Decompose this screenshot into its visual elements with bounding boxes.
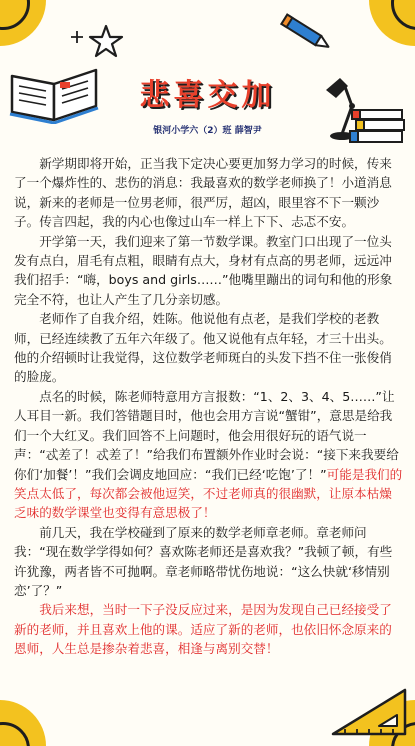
corner-decoration-bottom-left	[0, 700, 46, 746]
paragraph	[14, 154, 403, 232]
star-icon	[88, 24, 124, 58]
article-title: 悲喜交加	[139, 78, 276, 113]
ruler-icon	[329, 686, 409, 738]
paragraph	[14, 232, 403, 310]
sparkle-icon	[70, 30, 84, 44]
author-line: 银河小学六（2）班 薛智尹	[153, 126, 262, 136]
paragraph-text: 点名的时候，陈老师特意用方言报数：“1、2、3、4、5……”让人耳目一新。我们答错题目时，他也会用方言说“蟹钳”，意思是给我们一个大红叉。我们回答不上问题时，他会用很好玩的语气说一声：“忒差了！忒差了！”给我们布置额外作业时会说：“接下来我要给你们‘加餐’！”我们会调皮地回应：“我们已经‘吃饱’了！”	[14, 388, 399, 482]
paragraph-text: 老师作了自我介绍，姓陈。他说他有点老，是我们学校的老教师，已经连续教了五年六年级了。他又说他有点年轻，才三十出头。他的介绍顿时让我觉得，这位数学老师斑白的头发下挡不住一张俊俏的脸庞。	[14, 311, 392, 385]
article-body	[14, 154, 403, 659]
paragraph	[14, 600, 403, 658]
paragraph-text: 新学期即将开始，正当我下定决心要更加努力学习的时候，传来了一个爆炸性的、悲伤的消息：我最喜欢的数学老师换了！小道消息说，新来的老师是一位男老师，很严厉，超凶，眼里容不下一颗沙子。传言四起，我的内心也像过山车一样上下下、忐忑不安。	[14, 156, 392, 230]
paragraph	[14, 387, 403, 523]
paragraph	[14, 523, 403, 601]
paragraph-text: 前几天，我在学校碰到了原来的数学老师章老师。章老师问我：“现在数学学得如何？喜欢陈老师还是喜欢我？”我顿了顿，有些许犹豫，两者皆不可抛啊。章老师略带忧伤地说：“这么快就‘移情别恋’了？”	[14, 524, 393, 598]
paragraph	[14, 309, 403, 387]
pencil-icon	[278, 12, 336, 56]
paragraph-text: 开学第一天，我们迎来了第一节数学课。教室门口出现了一位头发有点白，眉毛有点粗，眼睛有点大，身材有点高的男老师，远远冲我们招手：“嗨，boys and girls……”他嘴里蹦出的词句和他的形象完全不符，也让人产生了几分亲切感。	[14, 233, 393, 307]
paragraph-highlight: 可能是我们的笑点太低了，每次都会被他逗笑，不过老师真的很幽默，让原本枯燥乏味的数学课堂也变得有意思极了！	[14, 466, 403, 521]
paragraph-highlight: 我后来想，当时一下子没反应过来，是因为发现自己已经接受了新的老师，并且喜欢上他的课。适应了新的老师，也依旧怀念原来的恩师，人生总是掺杂着悲喜，相逢与离别交替！	[14, 602, 392, 657]
header	[0, 0, 415, 145]
